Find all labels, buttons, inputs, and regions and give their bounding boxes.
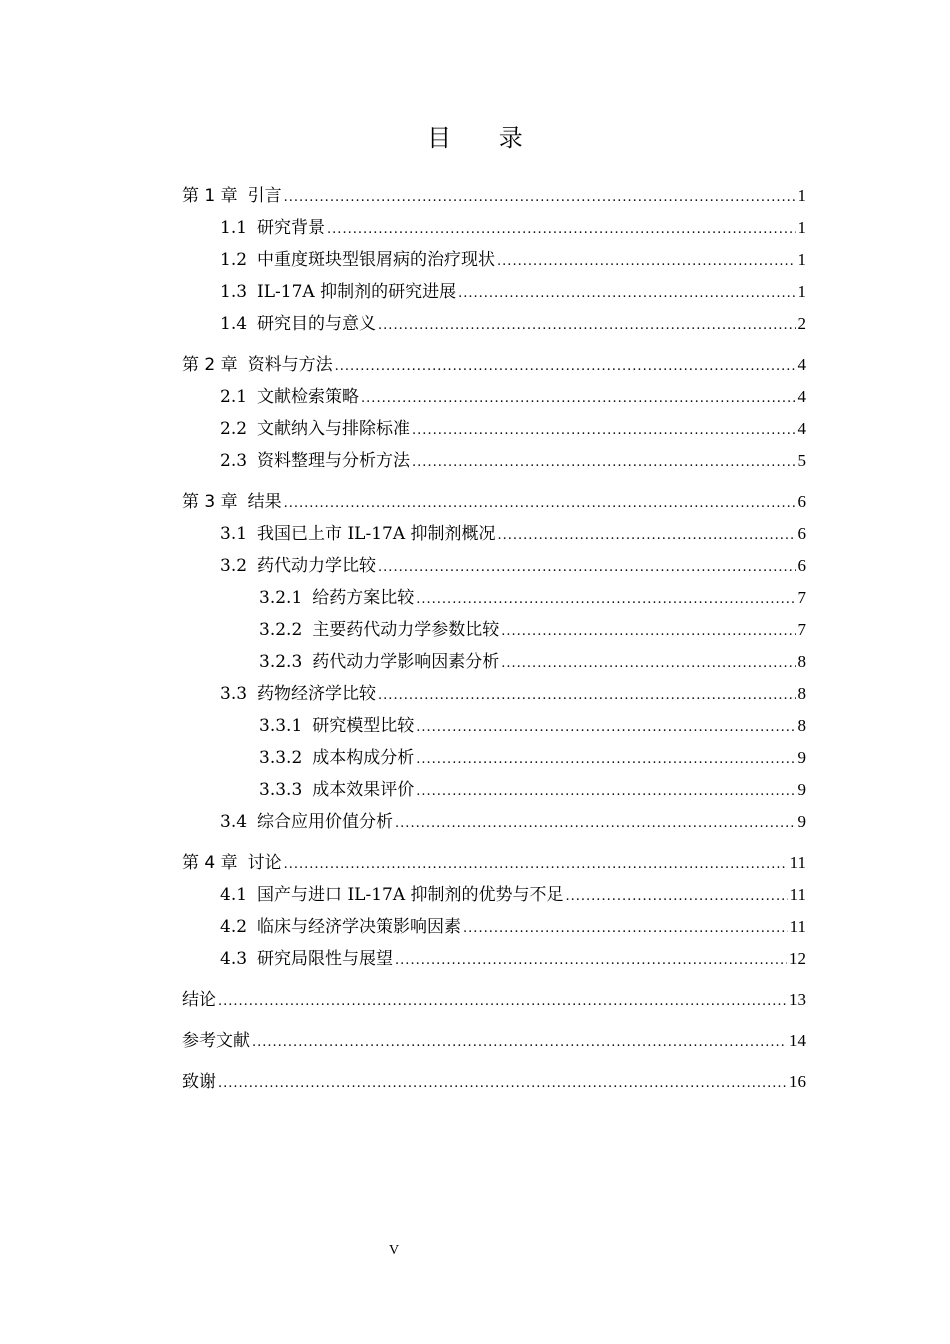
toc-entry-title: 参考文献 [182,1031,250,1051]
toc-page-number: 2 [797,314,806,333]
toc-dot-leader [497,246,795,278]
toc-dot-leader [361,383,795,415]
toc-entry-number: 3.3.1 [259,716,303,736]
toc-entry-title: 结果 [247,492,282,512]
toc-entry-title: 综合应用价值分析 [257,812,394,832]
toc-entry-number: 1.2 [220,250,248,270]
toc-dot-leader [284,182,796,214]
toc-entry[interactable] [182,349,806,381]
toc-page-number: 9 [797,748,806,767]
toc-page-number: 14 [789,1031,806,1050]
toc-entry-number: 4.2 [220,917,248,937]
toc-page-number: 8 [797,716,806,735]
page-number-footer: V [388,1243,400,1258]
toc-entry-number: 3.3.3 [259,780,303,800]
toc-entry-title: 主要药代动力学参数比较 [312,620,500,640]
toc-entry-title: 研究背景 [257,218,326,238]
toc-dot-leader [284,849,788,881]
toc-entry-title: 结论 [182,990,216,1010]
toc-dot-leader [252,1027,787,1059]
toc-entry-title: 文献检索策略 [257,387,360,407]
toc-entry-title: 文献纳入与排除标准 [257,419,411,439]
toc-page-number: 4 [797,387,806,406]
toc-page-number: 7 [797,588,806,607]
toc-dot-leader [501,648,795,680]
toc-entry-number: 1.1 [220,218,248,238]
toc-dot-leader [412,447,795,479]
toc-page-number: 1 [797,250,806,269]
toc-entry-title: 讨论 [247,853,282,873]
toc-entry-title: 成本效果评价 [312,780,415,800]
toc-entry[interactable] [182,879,806,911]
toc-entry-title: 致谢 [182,1072,216,1092]
toc-entry[interactable] [182,943,806,975]
toc-entry-title: 药代动力学影响因素分析 [312,652,500,672]
toc-entry[interactable] [182,212,806,244]
toc-page-number: 8 [797,652,806,671]
toc-entry[interactable] [182,244,806,276]
toc-entry-number: 3.4 [220,812,248,832]
toc-entry-number: 第 3 章 [182,492,238,512]
toc-entry-title: 临床与经济学决策影响因素 [257,917,462,937]
toc-entry[interactable] [182,582,806,614]
toc-entry[interactable] [182,413,806,445]
toc-entry[interactable] [182,742,806,774]
toc-dot-leader [412,415,795,447]
toc-dot-leader [378,680,795,712]
toc-entry[interactable] [182,550,806,582]
toc-page-number: 13 [789,990,806,1009]
toc-dot-leader [218,986,787,1018]
toc-entry-number: 3.2.3 [259,652,303,672]
toc-page-number: 6 [797,556,806,575]
toc-entry[interactable] [182,276,806,308]
toc-dot-leader [416,744,795,776]
toc-entry-number: 3.1 [220,524,248,544]
toc-entry-title: 研究模型比较 [312,716,415,736]
toc-dot-leader [395,808,795,840]
toc-page-number: 7 [797,620,806,639]
toc-dot-leader [463,913,788,945]
toc-dot-leader [284,488,796,520]
toc-entry-title: 我国已上市 IL-17A 抑制剂概况 [257,524,496,544]
toc-dot-leader [378,552,795,584]
toc-page-number: 6 [797,524,806,543]
toc-entry-title: 研究局限性与展望 [257,949,394,969]
toc-entry-title: 引言 [247,186,282,206]
toc-entry-number: 2.2 [220,419,248,439]
toc-dot-leader [566,881,788,913]
toc-page-number: 8 [797,684,806,703]
toc-entry[interactable] [182,911,806,943]
toc-page-number: 1 [797,218,806,237]
toc-entry-number: 3.2.1 [259,588,303,608]
toc-entry[interactable] [182,614,806,646]
toc-entry-title: 药物经济学比较 [257,684,377,704]
toc-entry-number: 第 4 章 [182,853,238,873]
toc-entry[interactable] [182,678,806,710]
toc-entry-number: 3.3.2 [259,748,303,768]
toc-entry[interactable] [182,710,806,742]
toc-page-number: 12 [789,949,806,968]
toc-entry-title: 资料整理与分析方法 [257,451,411,471]
toc-page-number: 6 [797,492,806,511]
toc-page-number: 9 [797,812,806,831]
toc-entry-title: 研究目的与意义 [257,314,377,334]
toc-entry-title: 药代动力学比较 [257,556,377,576]
toc-dot-leader [395,945,787,977]
toc-entry-title: 给药方案比较 [312,588,415,608]
toc-page-number: 4 [797,419,806,438]
toc-entry-number: 3.3 [220,684,248,704]
toc-dot-leader [458,278,795,310]
toc-dot-leader [498,520,796,552]
toc-entry-number: 2.3 [220,451,248,471]
toc-dot-leader [501,616,795,648]
toc-entry-number: 1.3 [220,282,248,302]
toc-entry[interactable] [182,984,806,1016]
toc-dot-leader [327,214,795,246]
toc-page-number: 1 [797,282,806,301]
toc-entry-title: 中重度斑块型银屑病的治疗现状 [257,250,496,270]
toc-entry-number: 第 1 章 [182,186,238,206]
toc-entry[interactable] [182,774,806,806]
toc-entry[interactable] [182,445,806,477]
toc-dot-leader [218,1068,787,1100]
toc-entry[interactable] [182,806,806,838]
toc-page-number: 9 [797,780,806,799]
toc-entry[interactable] [182,518,806,550]
toc-dot-leader [416,584,795,616]
toc-page-number: 11 [789,917,806,936]
toc-entry-number: 3.2.2 [259,620,303,640]
toc-entry-title: 成本构成分析 [312,748,415,768]
toc-entry[interactable] [182,308,806,340]
toc-dot-leader [416,712,795,744]
toc-entry[interactable] [182,1066,806,1098]
page-title: 目 录 [427,124,543,152]
toc-entry[interactable] [182,180,806,212]
toc-entry[interactable] [182,381,806,413]
toc-dot-leader [335,351,796,383]
toc-dot-leader [378,310,795,342]
toc-entry[interactable] [182,486,806,518]
toc-entry-title: IL-17A 抑制剂的研究进展 [257,282,457,302]
toc-page-number: 5 [797,451,806,470]
toc-entry-number: 第 2 章 [182,355,238,375]
toc-entry[interactable] [182,646,806,678]
toc-entry[interactable] [182,847,806,879]
toc-page-number: 11 [789,853,806,872]
table-of-contents [182,180,806,1098]
toc-page-number: 11 [789,885,806,904]
toc-page-number: 4 [797,355,806,374]
toc-page-number: 1 [797,186,806,205]
toc-entry-number: 4.1 [220,885,248,905]
toc-entry-number: 3.2 [220,556,248,576]
toc-entry-title: 国产与进口 IL-17A 抑制剂的优势与不足 [257,885,564,905]
toc-entry[interactable] [182,1025,806,1057]
toc-dot-leader [416,776,795,808]
toc-entry-number: 4.3 [220,949,248,969]
toc-page-number: 16 [789,1072,806,1091]
toc-entry-title: 资料与方法 [247,355,333,375]
toc-entry-number: 2.1 [220,387,248,407]
toc-entry-number: 1.4 [220,314,248,334]
